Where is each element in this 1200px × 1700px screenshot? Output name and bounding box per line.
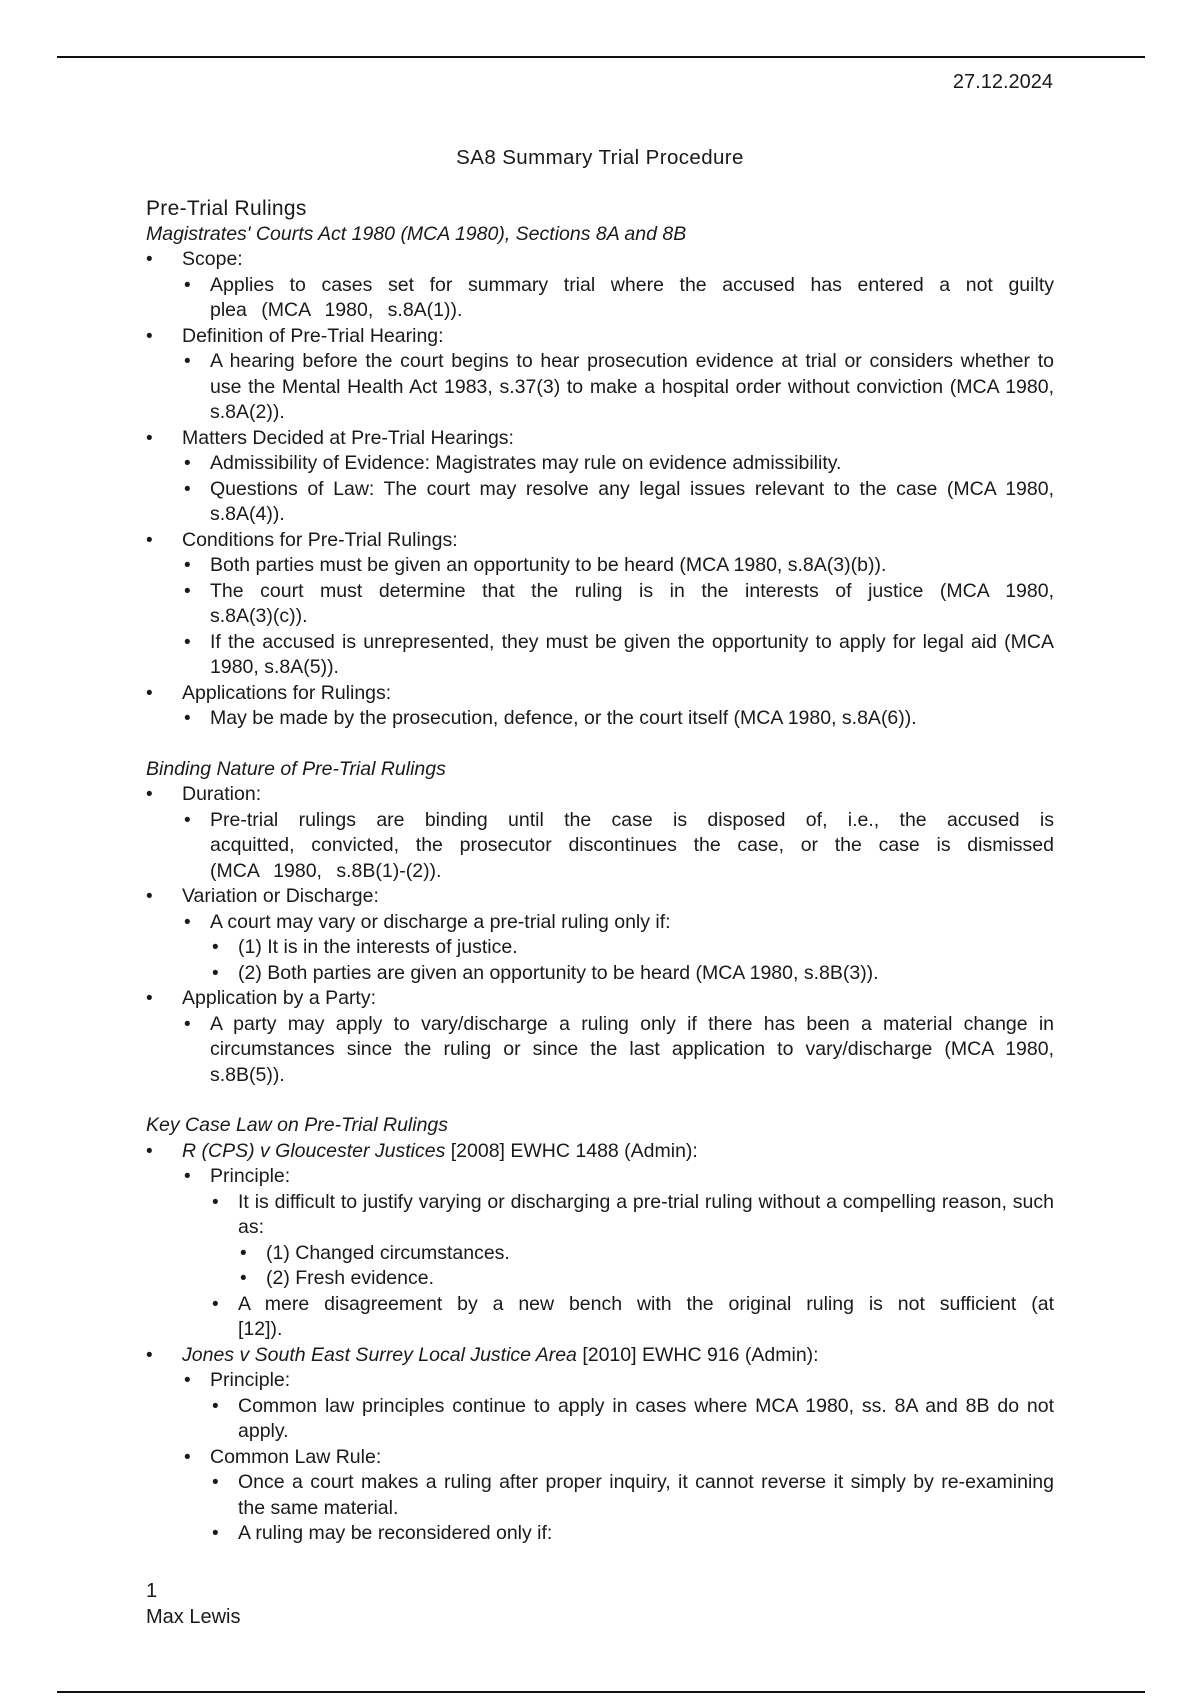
- list-item: [146, 247, 1054, 324]
- list-item: [182, 1445, 1054, 1547]
- list-item-label: Scope:: [182, 248, 243, 270]
- case-item: [146, 1139, 1054, 1343]
- list-item: • Common law principles continue to apply in cases where MCA 1980, ss. 8A and 8B do not apply.: [210, 1394, 1054, 1445]
- list-item: • Pre-trial rulings are binding until the case is disposed of, i.e., the accused is acquitted, convicted, the prosecutor discontinues the case, or the case is dismissed (MCA 1980, s.8B(1)-(2)).: [182, 808, 1054, 885]
- pre-trial-rulings-list: [146, 247, 1054, 732]
- section-heading-key-case-law: Key Case Law on Pre-Trial Rulings: [146, 1114, 449, 1136]
- list-item: [146, 782, 1054, 884]
- footer-rule: [57, 1691, 1145, 1693]
- list-item: • Questions of Law: The court may resolve any legal issues relevant to the case (MCA 1980, s.8A(4)).: [182, 477, 1054, 528]
- list-item: • A ruling may be reconsidered only if:: [210, 1521, 1054, 1547]
- document-date: 27.12.2024: [952, 71, 1053, 93]
- case-citation: [2008] EWHC 1488 (Admin):: [445, 1139, 698, 1162]
- list-item: • Once a court makes a ruling after proper inquiry, it cannot reverse it simply by re-examining the same material.: [210, 1470, 1054, 1521]
- binding-nature-list: [146, 782, 1054, 1088]
- document-body: [146, 196, 1054, 1547]
- list-item: • Admissibility of Evidence: Magistrates may rule on evidence admissibility.: [182, 451, 1054, 477]
- list-item: • A party may apply to vary/discharge a ruling only if there has been a material change in circumstances since the ruling or since the last application to vary/discharge (MCA 1980, s.8B(5)).: [182, 1012, 1054, 1089]
- list-item: • May be made by the prosecution, defence, or the court itself (MCA 1980, s.8A(6)).: [182, 706, 1054, 732]
- list-item: • A mere disagreement by a new bench with the original ruling is not sufficient (at [12]).: [210, 1292, 1054, 1343]
- header-rule: [57, 56, 1145, 58]
- list-item: [182, 1164, 1054, 1343]
- list-item: • Both parties must be given an opportunity to be heard (MCA 1980, s.8A(3)(b)).: [182, 553, 1054, 579]
- list-item-label: Applications for Rulings:: [182, 681, 392, 704]
- list-item: • If the accused is unrepresented, they must be given the opportunity to apply for legal aid (MCA 1980, s.8A(5)).: [182, 630, 1054, 681]
- list-item: • It is difficult to justify varying or discharging a pre-trial ruling without a compelling reason, such as: • (1) Changed circumstances. • (2) Fresh evidence.: [210, 1190, 1054, 1292]
- list-item: [146, 528, 1054, 681]
- section-heading-pre-trial-rulings: Pre-Trial Rulings: [146, 197, 307, 220]
- list-item: [146, 884, 1054, 986]
- list-item: • A court may vary or discharge a pre-trial ruling only if: • (1) It is in the interests of justice. • (2) Both parties are given an opportunity to be heard (MCA 1980, s.8B(3)).: [182, 910, 1054, 987]
- list-item-label: Matters Decided at Pre-Trial Hearings:: [182, 426, 514, 449]
- list-item-label: Application by a Party:: [182, 987, 377, 1009]
- list-item-label: Definition of Pre-Trial Hearing:: [182, 324, 444, 347]
- section-heading-binding-nature: Binding Nature of Pre-Trial Rulings: [146, 757, 446, 780]
- list-item: • (2) Both parties are given an opportunity to be heard (MCA 1980, s.8B(3)).: [210, 961, 1054, 987]
- list-item: [146, 324, 1054, 426]
- case-item: [146, 1343, 1054, 1547]
- page-footer: [146, 1578, 240, 1630]
- author-name: Max Lewis: [146, 1606, 241, 1628]
- list-item-label: Conditions for Pre-Trial Rulings:: [182, 528, 458, 551]
- list-item-label: Duration:: [182, 783, 262, 805]
- case-name: Jones v South East Surrey Local Justice Area: [182, 1343, 577, 1366]
- section-subheading-mca: Magistrates' Courts Act 1980 (MCA 1980), Sections 8A and 8B: [146, 222, 687, 245]
- document-title: SA8 Summary Trial Procedure: [456, 146, 744, 169]
- list-item-label: Variation or Discharge:: [182, 885, 379, 907]
- list-item: [182, 1368, 1054, 1445]
- list-item: • (1) It is in the interests of justice.: [210, 935, 1054, 961]
- list-item: • Applies to cases set for summary trial where the accused has entered a not guilty plea (MCA 1980, s.8A(1)).: [182, 273, 1054, 324]
- list-item: [146, 426, 1054, 528]
- case-citation: [2010] EWHC 916 (Admin):: [576, 1343, 819, 1366]
- list-item: [146, 681, 1054, 732]
- case-name: R (CPS) v Gloucester Justices: [182, 1139, 446, 1162]
- list-item-label: Principle:: [210, 1165, 291, 1187]
- list-item: • (2) Fresh evidence.: [238, 1266, 1054, 1292]
- case-law-list: [146, 1139, 1054, 1547]
- page-number: 1: [146, 1580, 158, 1602]
- list-item-label: Principle:: [210, 1369, 291, 1391]
- list-item-label: Common Law Rule:: [210, 1445, 382, 1468]
- list-item: • (1) Changed circumstances.: [238, 1241, 1054, 1267]
- list-item: • A hearing before the court begins to hear prosecution evidence at trial or considers whether to use the Mental Health Act 1983, s.37(3) to make a hospital order without conviction (MCA 1980, s.8A(2)).: [182, 349, 1054, 426]
- list-item: • The court must determine that the ruling is in the interests of justice (MCA 1980, s.8A(3)(c)).: [182, 579, 1054, 630]
- list-item: [146, 986, 1054, 1088]
